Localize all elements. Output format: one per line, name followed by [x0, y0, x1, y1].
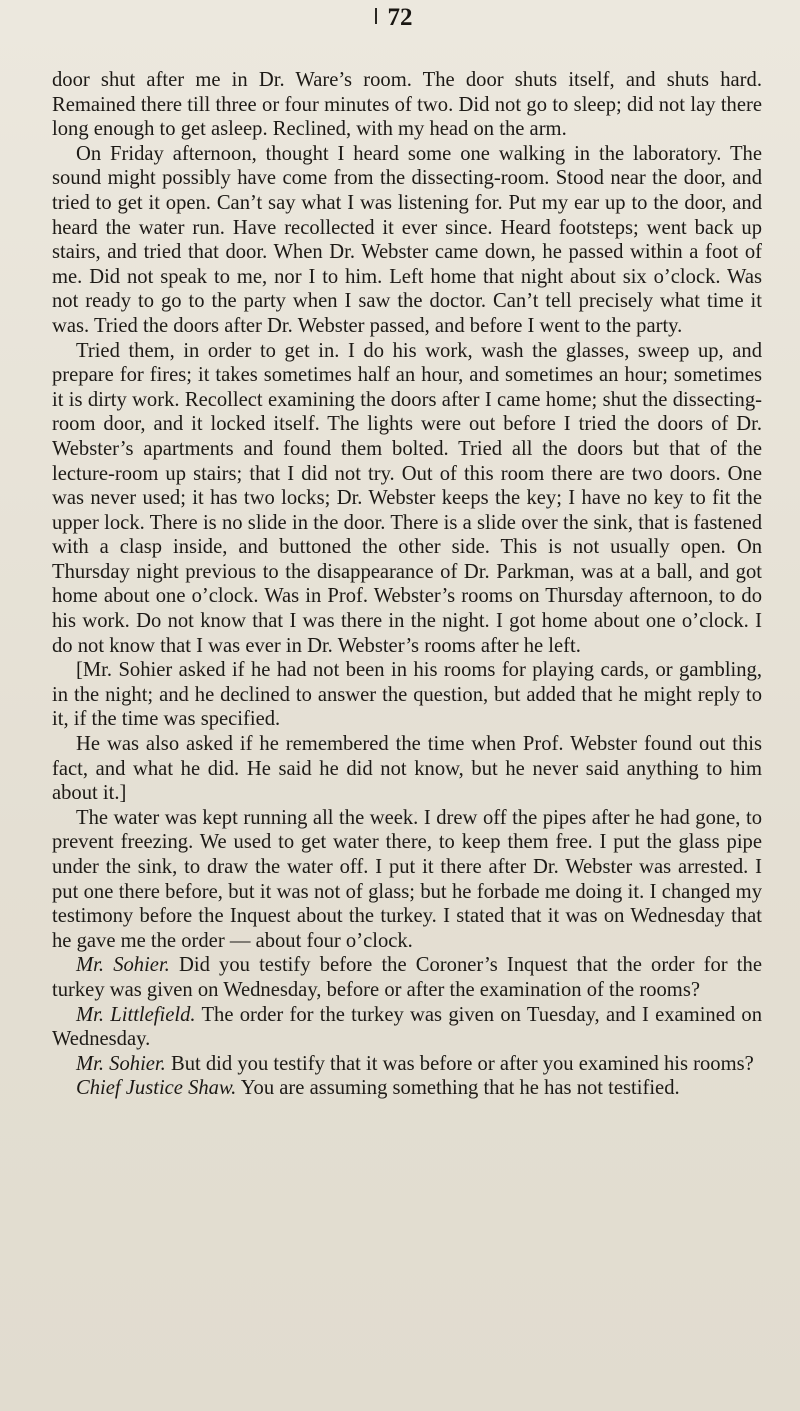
dialogue-paragraph [52, 953, 762, 1002]
dialogue-paragraph [52, 1052, 762, 1077]
paragraph [52, 732, 762, 806]
dialogue-paragraph [52, 1076, 762, 1101]
paragraph [52, 806, 762, 954]
paragraph-text: Did you testify before the Coroner’s Inquest that the order for the turkey was given on Wednesday, before or after the examination of the rooms? [52, 954, 762, 1001]
paragraph [52, 68, 762, 142]
paragraph [52, 339, 762, 659]
paragraph [52, 658, 762, 732]
dialogue-paragraph [52, 1003, 762, 1052]
paragraph-text: [Mr. Sohier asked if he had not been in his rooms for playing cards, or gambling, in the night; and he declined to answer the question, but added that he might reply to it, if the time was specified. [52, 659, 762, 731]
paragraph-text: The water was kept running all the week. I drew off the pipes after he had gone, to prevent freezing. We used to get water there, to keep them free. I put the glass pipe under the sink, to draw the water off. I put it there after Dr. Webster was arrested. I put one there before, but it was not of glass; but he forbade me doing it. I changed my testimony before the Inquest about the turkey. I stated that it was on Wednesday that he gave me the order — about four o’clock. [52, 806, 762, 952]
paragraph-text: You are assuming something that he has not testified. [240, 1077, 680, 1100]
speaker-name: Chief Justice Shaw. [76, 1077, 237, 1100]
paragraph-text: The order for the turkey was given on Tuesday, and I examined on Wednesday. [52, 1003, 763, 1051]
speaker-name: Mr. Littlefield. [76, 1003, 196, 1026]
page-number: 72 [387, 4, 413, 31]
paragraph-text: But did you testify that it was before or after you examined his rooms? [170, 1052, 754, 1075]
speaker-name: Mr. Sohier. [76, 1052, 166, 1075]
speaker-name: Mr. Sohier. [76, 954, 170, 977]
paragraph-text: On Friday afternoon, thought I heard some one walking in the laboratory. The sound might possibly have come from the dissecting-room. Stood near the door, and tried to get it open. Can’t say what I was listening for. Put my ear up to the door, and heard the water run. Have recollected it ever since. Heard footsteps; went back up stairs, and tried that door. When Dr. Webster came down, he passed within a foot of me. Did not speak to me, nor I to him. Left home that night about six o’clock. Was not ready to go to the party when I saw the doctor. Can’t tell precisely what time it was. Tried the doors after Dr. Webster passed, and before I went to the party. [52, 142, 762, 337]
paragraph [52, 142, 762, 339]
paragraph-text: Tried them, in order to get in. I do his work, wash the glasses, sweep up, and prepare for fires; it takes sometimes half an hour, and sometimes an hour; sometimes it is dirty work. Recollect examining the doors after I came home; shut the dissecting-room door, and it locked itself. The lights were out before I tried the doors of Dr. Webster’s apartments and found them bolted. Tried all the doors but that of the lecture-room up stairs; that I did not try. Out of this room there are two doors. One was never used; it has two locks; Dr. Webster keeps the key; I have no key to fit the upper lock. There is no slide in the door. There is a slide over the sink, that is fastened with a clasp inside, and buttoned the other side. This is not usually open. On Thursday night previous to the disappearance of Dr. Parkman, was at a ball, and got home about one o’clock. Was in Prof. Webster’s rooms on Thursday afternoon, to do his work. Do not know that I was there in the night. I got home about one o’clock. I do not know that I was ever in Dr. Webster’s rooms after he left. [52, 339, 762, 657]
body-text [52, 68, 762, 1101]
paragraph-text: He was also asked if he remembered the time when Prof. Webster found out this fact, and what he did. He said he did not know, but he never said anything to him about it.] [52, 733, 762, 805]
paragraph-text: door shut after me in Dr. Ware’s room. The door shuts itself, and shuts hard. Remained there till three or four minutes of two. Did not go to sleep; did not lay there long enough to get asleep. Reclined, with my head on the arm. [52, 69, 762, 141]
